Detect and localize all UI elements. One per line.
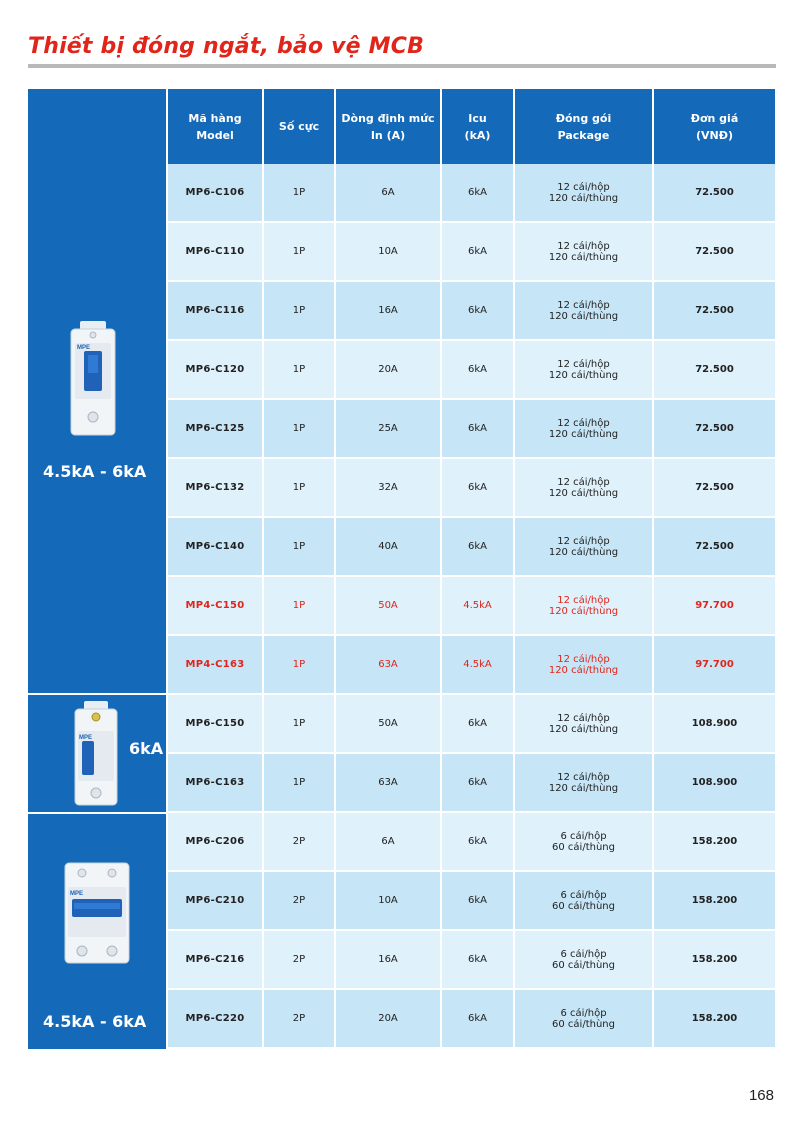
icu-cell: 6kA: [441, 871, 514, 930]
package-cell: [514, 694, 653, 753]
rated-current-cell: 6A: [335, 812, 441, 871]
package-line: 120 cái/thùng: [548, 605, 619, 617]
header-line: Đơn giá: [690, 111, 739, 125]
table-body: [168, 164, 775, 1048]
package-line: 12 cái/hộp: [557, 417, 610, 429]
model-cell: MP4-C163: [168, 635, 263, 694]
poles-cell: 1P: [263, 517, 335, 576]
package-line: 12 cái/hộp: [557, 358, 610, 370]
header-line: Đóng gói: [555, 111, 612, 125]
price-cell: 108.900: [653, 753, 775, 812]
col-header-rated: [335, 89, 441, 164]
price-cell: 158.200: [653, 930, 775, 989]
rated-current-cell: 16A: [335, 930, 441, 989]
poles-cell: 1P: [263, 458, 335, 517]
model-cell: MP6-C150: [168, 694, 263, 753]
price-cell: 72.500: [653, 458, 775, 517]
table-row: [168, 576, 775, 635]
model-cell: MP6-C120: [168, 340, 263, 399]
header-line: In (A): [370, 128, 406, 142]
rated-current-cell: 6A: [335, 164, 441, 222]
poles-cell: 1P: [263, 222, 335, 281]
package-line: 6 cái/hộp: [560, 948, 607, 960]
package-line: 6 cái/hộp: [560, 1007, 607, 1019]
package-cell: [514, 930, 653, 989]
svg-text:MPE: MPE: [77, 345, 91, 351]
model-cell: MP6-C216: [168, 930, 263, 989]
model-cell: MP6-C110: [168, 222, 263, 281]
poles-cell: 2P: [263, 871, 335, 930]
package-line: 120 cái/thùng: [548, 487, 619, 499]
rated-current-cell: 10A: [335, 222, 441, 281]
package-cell: [514, 989, 653, 1048]
package-cell: [514, 281, 653, 340]
table-row: [168, 222, 775, 281]
icu-cell: 6kA: [441, 930, 514, 989]
header-line: Số cực: [278, 120, 320, 133]
price-cell: 158.200: [653, 871, 775, 930]
mcb-1p-image: [74, 701, 118, 807]
package-line: 12 cái/hộp: [557, 771, 610, 783]
poles-cell: 1P: [263, 635, 335, 694]
header-line: Package: [557, 128, 610, 142]
model-cell: MP6-C220: [168, 989, 263, 1048]
model-cell: MP6-C140: [168, 517, 263, 576]
price-cell: 72.500: [653, 281, 775, 340]
package-line: 6 cái/hộp: [560, 830, 607, 842]
table-row: [168, 753, 775, 812]
rated-current-cell: 50A: [335, 694, 441, 753]
package-cell: [514, 458, 653, 517]
package-cell: [514, 576, 653, 635]
price-cell: 108.900: [653, 694, 775, 753]
icu-cell: 6kA: [441, 340, 514, 399]
package-line: 60 cái/thùng: [552, 1018, 615, 1030]
header-line: Mã hàng: [188, 111, 242, 125]
group-label-3: 4.5kA - 6kA: [43, 1012, 147, 1031]
icu-cell: 6kA: [441, 812, 514, 871]
table-row: [168, 340, 775, 399]
model-cell: MP4-C150: [168, 576, 263, 635]
col-header-model: [168, 89, 263, 164]
package-line: 120 cái/thùng: [548, 782, 619, 794]
package-line: 60 cái/thùng: [552, 959, 615, 971]
svg-text:MPE: MPE: [70, 891, 84, 897]
icu-cell: 6kA: [441, 222, 514, 281]
package-line: 12 cái/hộp: [557, 476, 610, 488]
icu-cell: 6kA: [441, 164, 514, 222]
package-cell: [514, 222, 653, 281]
svg-text:MPE: MPE: [79, 735, 93, 741]
poles-cell: 1P: [263, 694, 335, 753]
col-header-poles: [263, 89, 335, 164]
package-line: 120 cái/thùng: [548, 546, 619, 558]
icu-cell: 4.5kA: [441, 576, 514, 635]
rated-current-cell: 32A: [335, 458, 441, 517]
package-cell: [514, 812, 653, 871]
rated-current-cell: 63A: [335, 753, 441, 812]
table-row: [168, 812, 775, 871]
price-cell: 158.200: [653, 989, 775, 1048]
model-cell: MP6-C210: [168, 871, 263, 930]
icu-cell: 6kA: [441, 753, 514, 812]
package-cell: [514, 340, 653, 399]
package-line: 120 cái/thùng: [548, 369, 619, 381]
model-cell: MP6-C106: [168, 164, 263, 222]
package-line: 120 cái/thùng: [548, 192, 619, 204]
mcb-1p-image: [70, 321, 116, 437]
title-divider: [28, 64, 776, 68]
package-cell: [514, 635, 653, 694]
price-cell: 97.700: [653, 635, 775, 694]
page-number: 168: [748, 1087, 774, 1104]
model-cell: MP6-C163: [168, 753, 263, 812]
icu-cell: 6kA: [441, 517, 514, 576]
package-line: 12 cái/hộp: [557, 535, 610, 547]
package-line: 6 cái/hộp: [560, 889, 607, 901]
icu-cell: 4.5kA: [441, 635, 514, 694]
model-cell: MP6-C116: [168, 281, 263, 340]
header-line: Icu: [468, 111, 487, 125]
poles-cell: 2P: [263, 930, 335, 989]
table-row: [168, 399, 775, 458]
price-cell: 158.200: [653, 812, 775, 871]
rated-current-cell: 10A: [335, 871, 441, 930]
poles-cell: 2P: [263, 812, 335, 871]
poles-cell: 1P: [263, 340, 335, 399]
icu-cell: 6kA: [441, 989, 514, 1048]
package-line: 120 cái/thùng: [548, 310, 619, 322]
model-cell: MP6-C125: [168, 399, 263, 458]
col-header-price: [653, 89, 775, 164]
price-cell: 72.500: [653, 517, 775, 576]
package-cell: [514, 871, 653, 930]
table-header: [168, 89, 775, 164]
group-label-1: 4.5kA - 6kA: [43, 462, 147, 481]
package-cell: [514, 753, 653, 812]
poles-cell: 2P: [263, 989, 335, 1048]
package-line: 120 cái/thùng: [548, 664, 619, 676]
poles-cell: 1P: [263, 753, 335, 812]
package-line: 60 cái/thùng: [552, 900, 615, 912]
table-row: [168, 871, 775, 930]
group-panel-1p-6ka: [28, 695, 166, 812]
package-line: 120 cái/thùng: [548, 251, 619, 263]
table-row: [168, 694, 775, 753]
package-cell: [514, 517, 653, 576]
col-header-icu: [441, 89, 514, 164]
header-line: (kA): [464, 128, 491, 142]
rated-current-cell: 20A: [335, 989, 441, 1048]
poles-cell: 1P: [263, 164, 335, 222]
page-title: Thiết bị đóng ngắt, bảo vệ MCB: [28, 34, 425, 59]
group-label-2: 6kA: [129, 739, 164, 758]
table-row: [168, 930, 775, 989]
table-row: [168, 281, 775, 340]
group-panel-1p: [28, 89, 166, 693]
package-cell: [514, 164, 653, 222]
icu-cell: 6kA: [441, 399, 514, 458]
table-row: [168, 164, 775, 222]
poles-cell: 1P: [263, 281, 335, 340]
table-row: [168, 989, 775, 1048]
package-line: 12 cái/hộp: [557, 594, 610, 606]
package-line: 12 cái/hộp: [557, 653, 610, 665]
mcb-2p-image: [64, 859, 130, 965]
price-cell: 72.500: [653, 399, 775, 458]
model-cell: MP6-C206: [168, 812, 263, 871]
package-line: 12 cái/hộp: [557, 299, 610, 311]
rated-current-cell: 16A: [335, 281, 441, 340]
rated-current-cell: 20A: [335, 340, 441, 399]
header-line: Model: [196, 128, 234, 142]
package-line: 12 cái/hộp: [557, 181, 610, 193]
package-line: 120 cái/thùng: [548, 428, 619, 440]
price-cell: 72.500: [653, 164, 775, 222]
model-cell: MP6-C132: [168, 458, 263, 517]
table-row: [168, 635, 775, 694]
package-line: 12 cái/hộp: [557, 712, 610, 724]
poles-cell: 1P: [263, 576, 335, 635]
group-panel-2p: [28, 814, 166, 1049]
icu-cell: 6kA: [441, 694, 514, 753]
header-line: (VNĐ): [696, 128, 733, 142]
rated-current-cell: 25A: [335, 399, 441, 458]
package-line: 60 cái/thùng: [552, 841, 615, 853]
table-row: [168, 458, 775, 517]
price-cell: 72.500: [653, 340, 775, 399]
price-cell: 72.500: [653, 222, 775, 281]
table-row: [168, 517, 775, 576]
icu-cell: 6kA: [441, 458, 514, 517]
price-cell: 97.700: [653, 576, 775, 635]
price-table: [168, 89, 775, 1049]
rated-current-cell: 40A: [335, 517, 441, 576]
icu-cell: 6kA: [441, 281, 514, 340]
rated-current-cell: 63A: [335, 635, 441, 694]
header-line: Dòng định mức: [341, 111, 435, 125]
package-line: 12 cái/hộp: [557, 240, 610, 252]
rated-current-cell: 50A: [335, 576, 441, 635]
col-header-package: [514, 89, 653, 164]
package-line: 120 cái/thùng: [548, 723, 619, 735]
package-cell: [514, 399, 653, 458]
poles-cell: 1P: [263, 399, 335, 458]
